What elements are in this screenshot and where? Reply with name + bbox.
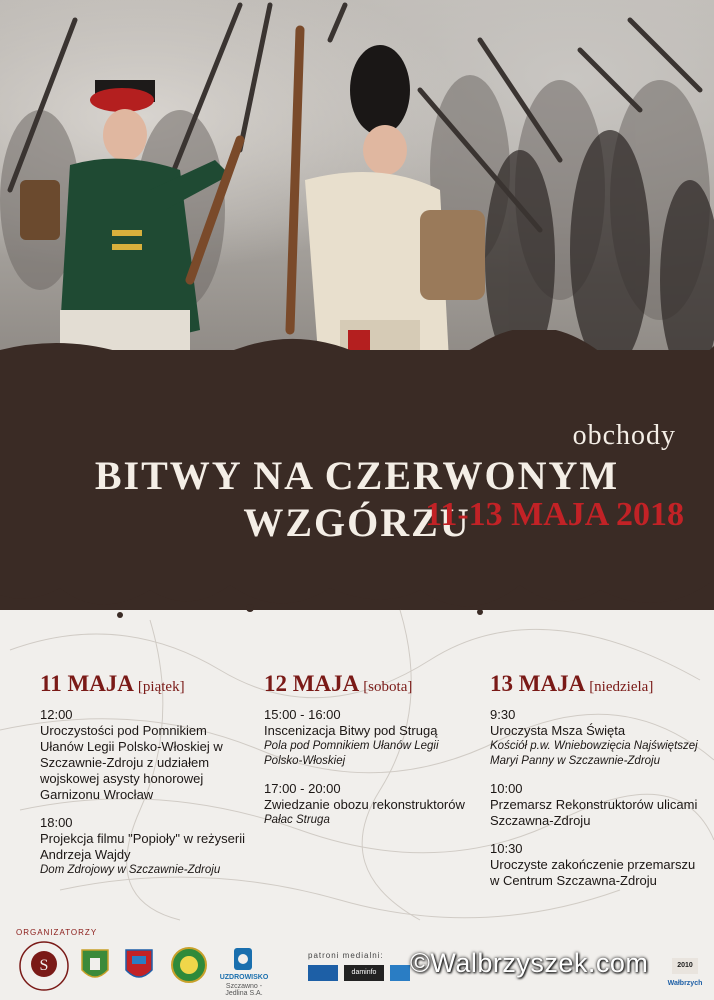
event-item [490,841,705,889]
day-date: 11 MAJA [40,671,134,696]
media-logo-daminfo: daminfo [344,965,384,981]
day-column-sunday [490,671,705,901]
event-time: 10:30 [490,841,523,856]
patrons-label: patroni medialni: [308,951,384,960]
day-heading [490,671,705,696]
day-weekday: [niedziela] [589,679,654,695]
day-heading [264,671,479,696]
event-item [490,781,705,829]
event-item [264,707,479,769]
event-name: Uroczysta Msza Święta [490,723,626,738]
event-time: 9:30 [490,707,516,722]
uzdrowisko-label: UZDROWISKO [219,974,269,981]
event-item [40,707,250,803]
event-time: 15:00 - 16:00 [264,707,341,722]
watermark: ©Walbrzyszek.com [410,948,649,978]
event-name: Zwiedzanie obozu rekonstruktorów [264,797,465,812]
event-item [264,781,479,828]
event-place: Kościół p.w. Wniebowzięcia Najświętszej Maryi Panny w Szczawnie-Zdroju [490,740,698,767]
event-item [40,815,250,878]
media-logo-dam [308,965,338,981]
event-name: Projekcja filmu "Popioły" w reżyserii Andrzeja Wajdy [40,831,246,862]
event-time: 18:00 [40,815,73,830]
title-obchody: obchody [572,420,676,451]
day-column-saturday [264,671,479,840]
day-date: 12 MAJA [264,671,360,696]
event-place: Pola pod Pomnikiem Ułanów Legii Polsko-Włoskiej [264,740,439,767]
year-badge: 2010 [672,958,698,974]
day-weekday: [piątek] [137,679,185,695]
title-main: BITWY NA CZERWONYM WZGÓRZU [94,453,620,545]
day-weekday: [sobota] [363,679,413,695]
day-heading [40,671,250,696]
crest-logo-1 [80,948,110,984]
event-name: Uroczyste zakończenie przemarszu w Centrum Szczawna-Zdroju [490,857,696,888]
title-dates: 11-13 MAJA 2018 [425,496,684,533]
uzdrowisko-icon [232,946,254,972]
uzdrowisko-sublabel: Szczawno - Jedlina S.A. [225,983,263,997]
svg-text:S: S [39,957,49,974]
palac-struga-logo [18,940,70,996]
event-item [490,707,705,769]
event-time: 12:00 [40,707,73,722]
day-column-friday [40,671,250,890]
walbrzych-logo-text: Wałbrzych [667,980,703,987]
event-name: Przemarsz Rekonstruktorów ulicami Szczawna-Zdroju [490,797,698,828]
organizers-label: ORGANIZATORZY [16,928,98,937]
round-emblem-logo [170,946,208,984]
media-logo-small [390,965,410,981]
event-name: Uroczystości pod Pomnikiem Ułanów Legii Polsko-Włoskiej w Szczawnie-Zdroju z udziałem wojskowej asysty honorowej Garnizonu Wrocław [40,723,223,802]
event-time: 10:00 [490,781,523,796]
event-name: Inscenizacja Bitwy pod Strugą [264,723,438,738]
crest-logo-2 [124,948,154,984]
event-place: Pałac Struga [264,814,330,826]
event-place: Dom Zdrojowy w Szczawnie-Zdroju [40,864,221,876]
day-date: 13 MAJA [490,671,586,696]
event-time: 17:00 - 20:00 [264,781,341,796]
